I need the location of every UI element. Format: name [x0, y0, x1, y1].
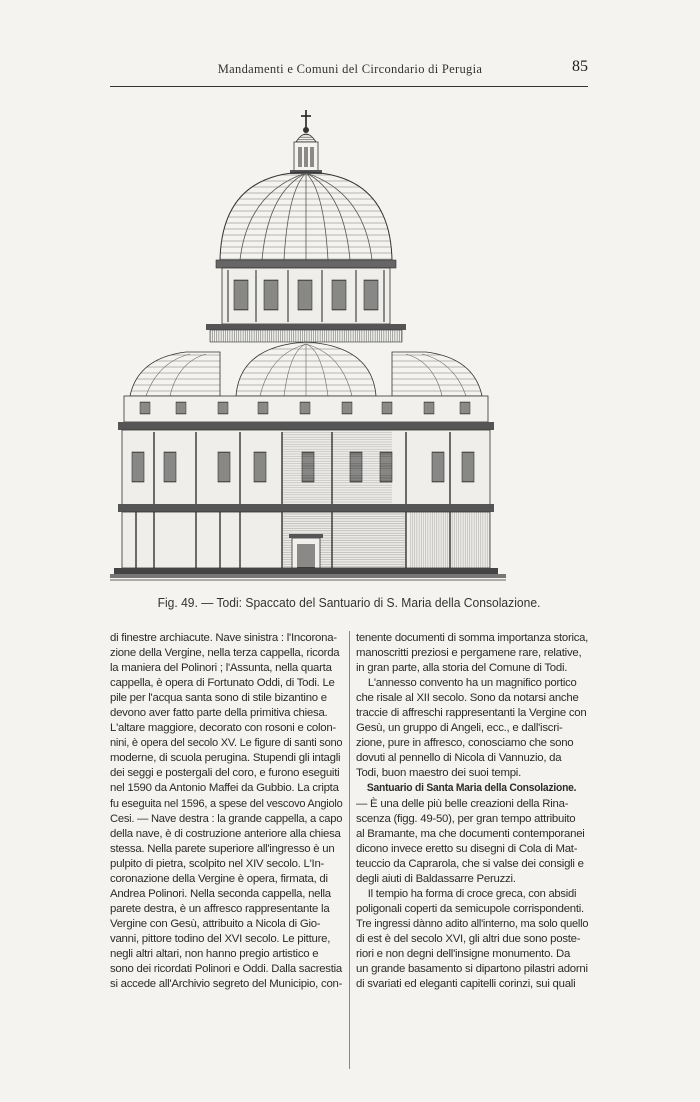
text-line: dei seggi e postergali del coro, e furono eseguiti: [110, 767, 340, 780]
text-line: traccie di affreschi rappresentanti la Vergine con: [356, 707, 587, 720]
text-line: scenza (figg. 49-50), per gran tempo attribuito: [356, 812, 576, 825]
text-line: al Bramante, ma che documenti contemporanei: [356, 827, 585, 840]
text-line: coronazione della Vergine è opera, firmata, di: [110, 872, 328, 885]
text-line: di finestre archiacute. Nave sinistra : l'Incorona-: [110, 632, 337, 644]
text-line: nini, è opera del secolo XV. Le figure di santi sono: [110, 737, 343, 750]
right-column: [356, 631, 588, 992]
running-title: Mandamenti e Comuni del Circondario di Perugia: [217, 62, 483, 76]
text-columns: [110, 631, 588, 1071]
text-line: L'annesso convento ha un magnifico portico: [367, 677, 577, 690]
church-engraving-figure: [110, 100, 588, 590]
text-line: Andrea Polinori. Nella seconda cappella, nella: [110, 887, 331, 900]
text-line: negli altri altari, non hanno pregio artistico e: [110, 947, 319, 960]
text-line: zione, pure in affresco, conosciamo che sono: [356, 737, 574, 750]
text-line: manoscritti preziosi e pergamene rare, relative,: [356, 647, 582, 660]
text-line: cappella, è opera di Fortunato Oddi, di Todi. Le: [110, 677, 335, 690]
page-number: 85: [572, 58, 588, 75]
text-line: vanni, pittore todino del XVI secolo. Le pitture,: [110, 932, 331, 945]
text-line: Gesù, un gruppo di Angeli, ecc., e dall'iscri-: [356, 722, 563, 735]
figure-caption: Fig. 49. — Todi: Spaccato del Santuario di S. Maria della Consolazione.: [157, 596, 541, 610]
church-engraving-illustration: [110, 100, 588, 590]
text-line: Tre ingressi dànno adito all'interno, ma solo quello: [356, 917, 589, 930]
text-line: tenente documenti di somma importanza storica,: [356, 632, 589, 644]
text-line: L'altare maggiore, decorato con rosoni e colon-: [110, 722, 336, 735]
header-rule: [110, 86, 588, 87]
text-line: fu eseguita nel 1596, a spese del vescovo Angiolo: [110, 797, 343, 810]
text-line: si accede all'Archivio segreto del Municipio, con-: [110, 978, 343, 991]
text-line: di est è del secolo XVI, gli altri due sono poste-: [356, 932, 581, 945]
text-line: Vergine con Gesù, attribuito a Nicola di Gio-: [110, 917, 321, 930]
text-line: nel 1590 da Antonio Maffei da Gubbio. La cripta: [110, 782, 339, 795]
text-line: — È una delle più belle creazioni della Rina-: [356, 797, 569, 810]
text-line: zione della Vergine, nella terza cappella, ricorda: [110, 647, 340, 660]
text-line: teuccio da Caprarola, che si valse dei consigli e: [356, 857, 584, 870]
text-line: stessa. Nella parete superiore all'ingresso è un: [110, 842, 335, 855]
text-line: sono dei ricordati Polinori e Oddi. Dalla sacrestia: [110, 963, 342, 976]
text-line: della nave, è di costruzione anteriore alla chiesa: [110, 827, 341, 840]
text-line: parete destra, è un affresco rappresentante la: [110, 902, 330, 915]
column-divider: [349, 631, 350, 1069]
text-line: riori e non degni dell'insigne monumento. Da: [356, 947, 571, 960]
section-heading: Santuario di Santa Maria della Consolazione.: [366, 782, 577, 795]
text-line: Todi, buon maestro dei suoi tempi.: [356, 767, 521, 780]
text-line: di svariati ed eleganti capitelli corinzi, sui quali: [356, 978, 576, 991]
text-line: in gran parte, alla storia del Comune di Todi.: [356, 662, 568, 675]
left-column: [110, 631, 342, 992]
text-line: la maniera del Polinori ; l'Assunta, nella quarta: [110, 662, 332, 675]
text-line: pile per l'acqua santa sono di stile bizantino e: [110, 692, 327, 705]
text-line: dicono invece eretto su disegni di Cola di Mat-: [356, 842, 578, 855]
text-line: dovuti al pennello di Nicola di Vannuzio, da: [356, 752, 562, 765]
text-line: pulpito di pietra, scolpito nel XIV secolo. L'In-: [110, 857, 325, 870]
text-line: degli aiuti di Baldassarre Peruzzi.: [356, 872, 516, 885]
text-line: Il tempio ha forma di croce greca, con absidi: [367, 887, 577, 900]
text-line: che risale al XII secolo. Sono da notarsi anche: [356, 692, 579, 705]
text-line: moderne, di scuola perugina. Stupendi gli intagli: [110, 752, 341, 765]
text-line: un grande basamento si dipartono pilastri adorni: [356, 963, 588, 976]
text-line: Cesi. — Nave destra : la grande cappella, a capo: [110, 812, 343, 825]
text-line: poligonali coperti da semicupole corrispondenti.: [356, 902, 584, 915]
text-line: devono aver fatto parte della primitiva chiesa.: [110, 707, 328, 720]
